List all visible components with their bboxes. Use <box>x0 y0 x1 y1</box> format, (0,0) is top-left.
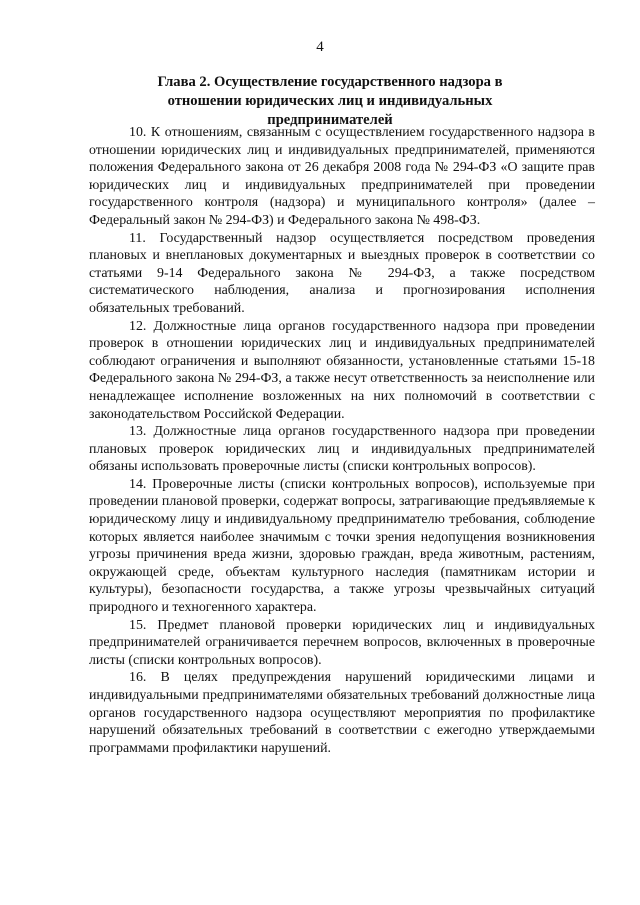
paragraph-10: 10. К отношениям, связанным с осуществлением государственного надзора в отношении юридических лиц и индивидуальных предпринимателей, применяются положения Федерального закона от 26 декабря 2008 года № 294-ФЗ «О защите прав юридических лиц и индивидуальных предпринимателей при проведении государственного контроля (надзора) и муниципального контроля» (далее – Федеральный закон № 294-ФЗ) и Федерального закона № 498-ФЗ. <box>89 125 595 228</box>
paragraph-11: 11. Государственный надзор осуществляется посредством проведения плановых и внеплановых документарных и выездных проверок в соответствии со статьями 9-14 Федерального закона № 294-ФЗ, а также посредством систематического наблюдения, анализа и прогнозирования исполнения обязательных требований. <box>89 230 595 316</box>
paragraph-14: 14. Проверочные листы (списки контрольных вопросов), используемые при проведении плановой проверки, содержат вопросы, затрагивающие предъявляемые к юридическому лицу и индивидуальному предпринимателю требования, соблюдение которых является наиболее значимым с точки зрения недопущения возникновения угрозы причинения вреда жизни, здоровью граждан, вреда животным, растениям, окружающей среде, объектам культурного наследия (памятникам истории и культуры), безопасности государства, а также угрозы чрезвычайных ситуаций природного и техногенного характера. <box>89 476 595 616</box>
chapter-title: Глава 2. Осуществление государственного надзора в отношении юридических лиц и индивидуальных предпринимателей <box>157 74 503 128</box>
paragraph-15: 15. Предмет плановой проверки юридических лиц и индивидуальных предпринимателей ограничивается перечнем вопросов, включенных в проверочные листы (списки контрольных вопросов). <box>89 617 595 668</box>
paragraph-12: 12. Должностные лица органов государственного надзора при проведении проверок в отношении юридических лиц и индивидуальных предпринимателей соблюдают ограничения и выполняют обязанности, установленные статьями 15-18 Федерального закона № 294-ФЗ, а также несут ответственность за неисполнение или ненадлежащее исполнение возложенных на них полномочий в соответствии с законодательством Российской Федерации. <box>89 318 595 422</box>
document-body <box>89 124 595 757</box>
page-number: 4 <box>316 39 324 55</box>
paragraph-16: 16. В целях предупреждения нарушений юридическими лицами и индивидуальными предпринимателями обязательных требований должностные лица органов государственного надзора осуществляют мероприятия по профилактике нарушений обязательных требований в соответствии с ежегодно утверждаемыми программами профилактики нарушений. <box>89 670 595 756</box>
paragraph-13: 13. Должностные лица органов государственного надзора при проведении плановых проверок юридических лиц и индивидуальных предпринимателей обязаны использовать проверочные листы (списки контрольных вопросов). <box>89 424 595 475</box>
